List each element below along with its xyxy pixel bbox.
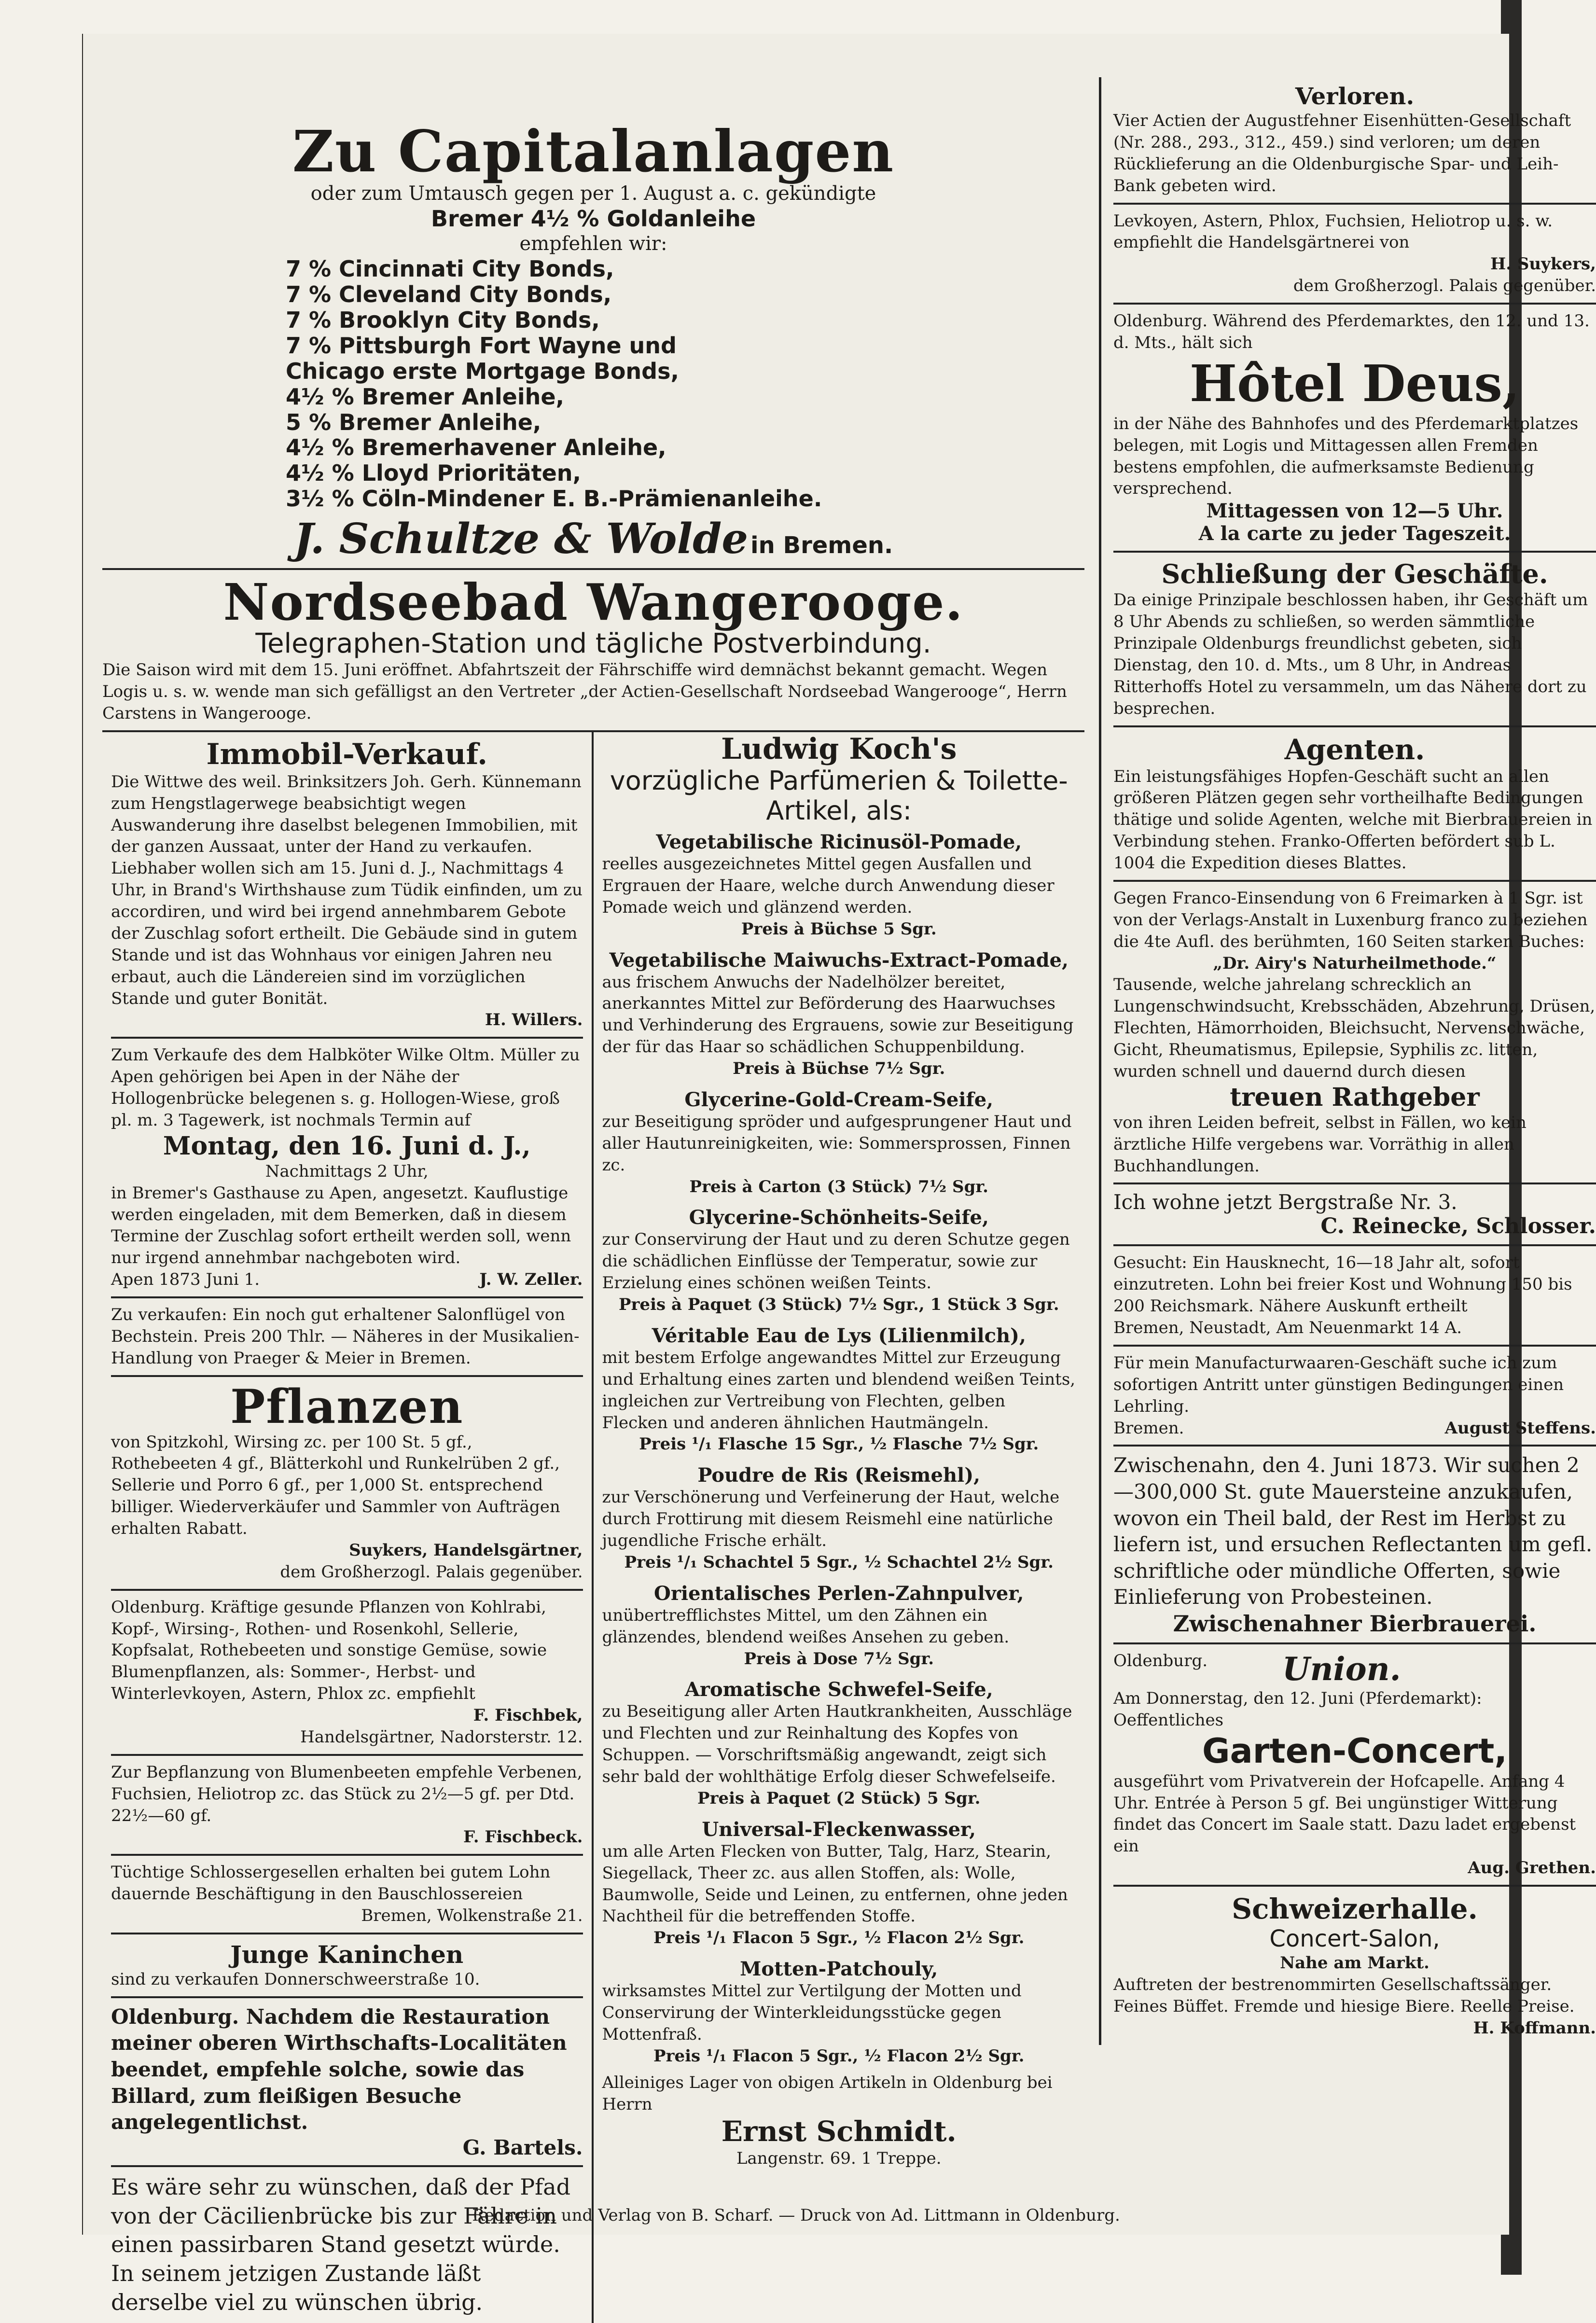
capital-rate-8: 4½ % Lloyd Prioritäten, xyxy=(286,460,582,487)
koch-ad xyxy=(602,732,1076,2170)
koch-item-9 xyxy=(602,1958,1076,2067)
koch-item-7-price: Preis à Paquet (2 Stück) 5 Sgr. xyxy=(697,1788,981,1808)
fluegel-ad: Zu verkaufen: Ein noch gut erhaltener Salonflügel von Bechstein. Preis 200 Thlr. — Näheres in der Musikalien-Handlung von Praeger & Meier in Bremen. xyxy=(111,1298,583,1377)
koch-item-3 xyxy=(602,1206,1076,1316)
schliessung-text: Da einige Prinzipale beschlossen haben, ihr Geschäft um 8 Uhr Abends zu schließen, so werden sämmtliche Prinzipale Oldenburgs freundlichst gebeten, sich Dienstag, den 10. d. Mts., um 8 Uhr, in Andreas Ritterhoffs Hotel zu versammeln, um das Nähere dort zu besprechen. xyxy=(1113,590,1588,718)
deus-line2: A la carte zu jeder Tageszeit. xyxy=(1198,522,1511,545)
union-concert: Garten-Concert, xyxy=(1202,1731,1507,1771)
koch-item-5-text: zur Verschönerung und Verfeinerung der Haut, welche durch Frottirung mit diesem Reismehl eine natürliche jugendliche Frische erhält. xyxy=(602,1488,1060,1551)
koch-item-4-name: Véritable Eau de Lys (Lilienmilch), xyxy=(652,1324,1026,1347)
manufactur-place: Bremen. xyxy=(1113,1418,1184,1438)
union-text: Am Donnerstag, den 12. Juni (Pferdemarkt): Oeffentliches xyxy=(1113,1688,1482,1730)
subcolumn-a xyxy=(102,732,594,2323)
agenten-text: Ein leistungsfähiges Hopfen-Geschäft sucht an allen größeren Plätzen gegen sehr vortheilhafte Bedingungen thätige und solide Agenten, welche mit Bierbrauereien in Verbindung stehen. Franko-Offerten befördert sub L. 1004 die Expedition dieses Blattes. xyxy=(1113,766,1593,873)
koch-item-9-price: Preis ¹/₁ Flacon 5 Sgr., ½ Flacon 2½ Sgr. xyxy=(653,2046,1025,2066)
kaninchen-title: Junge Kaninchen xyxy=(230,1940,464,1969)
union-sign: Aug. Grethen. xyxy=(1468,1858,1596,1878)
manufactur-text: Für mein Manufacturwaaren-Geschäft suche ich zum sofortigen Antritt unter günstigen Bedingungen einen Lehrling. xyxy=(1113,1353,1564,1416)
schweizer-sub2: Nahe am Markt. xyxy=(1280,1953,1429,1973)
immobil-text: Die Wittwe des weil. Brinksitzers Joh. Gerh. Künnemann zum Hengstlagerwege beabsichtigt wegen Auswanderung ihre daselbst belegenen Immobilien, mit der ganzen Aussaat, unter der Hand zu verkaufen. Liebhaber wollen sich am 15. Juni d. J., Nachmittags 4 Uhr, in Brand's Wirthshause zum Tüdik einfinden, um zu accordiren, und wird bei irgend annehmbarem Gebote der Zuschlag sofort ertheilt. Die Gebäude sind in gutem Stande und ist das Wohnhaus vor einigen Jahren neu erbaut, auch die Ländereien sind im vorzüglichen Stande und guter Bonität. xyxy=(111,772,583,1008)
capital-rate-9: 3½ % Cöln-Mindener E. B.-Prämienanleihe. xyxy=(286,486,822,512)
verkauf-text: Zum Verkaufe des dem Halbköter Wilke Oltm. Müller zu Apen gehörigen bei Apen in der Nähe der Hollogenbrücke belegenen s. g. Hollogen-Wiese, groß pl. m. 3 Tagewerk, ist nochmals Termin auf xyxy=(111,1045,580,1130)
left-column xyxy=(102,116,1084,2323)
levkoyen-ad xyxy=(1113,205,1596,305)
pflanzen2-ad xyxy=(111,1591,583,1756)
koch-addr: Langenstr. 69. 1 Treppe. xyxy=(736,2149,942,2169)
capital-city: in Bremen. xyxy=(750,532,893,559)
capital-line1: oder zum Umtausch gegen per 1. August a. c. gekündigte xyxy=(310,182,876,205)
nordsee-subtitle: Telegraphen-Station und tägliche Postverbindung. xyxy=(255,627,931,659)
capital-rate-4: Chicago erste Mortgage Bonds, xyxy=(286,358,679,384)
airy-text3: von ihren Leiden befreit, selbst in Fällen, wo kein ärztliche Hilfe vergebens war. Vorräthig in allen Buchhandlungen. xyxy=(1113,1113,1527,1176)
bartels-text: Oldenburg. Nachdem die Restauration meiner oberen Wirthschafts-Localitäten beendet, empfehle solche, sowie das Billard, zum fleißigen Besuche angelegentlichst. xyxy=(111,2004,567,2134)
capital-rate-2: 7 % Brooklyn City Bonds, xyxy=(286,306,600,333)
footer-imprint: Redaction und Verlag von B. Scharf. — Druck von Ad. Littmann in Oldenburg. xyxy=(472,2206,1120,2225)
airy-title: treuen Rathgeber xyxy=(1230,1082,1480,1112)
koch-item-6 xyxy=(602,1582,1076,1670)
union-ad xyxy=(1113,1644,1596,1887)
koch-title: Ludwig Koch's xyxy=(721,732,957,766)
capital-rate-0: 7 % Cincinnati City Bonds, xyxy=(286,256,614,282)
kaninchen-ad xyxy=(111,1934,583,1998)
koch-item-4-price: Preis ¹/₁ Flasche 15 Sgr., ½ Flasche 7½ Sgr. xyxy=(639,1434,1039,1454)
schliessung-ad xyxy=(1113,553,1596,727)
deus-text: in der Nähe des Bahnhofes und des Pferdemarktplatzes belegen, mit Logis und Mittagessen allen Fremden bestens empfohlen, die aufmerksamste Bedienung versprechend. xyxy=(1113,414,1579,499)
koch-item-0-text: reelles ausgezeichnetes Mittel gegen Ausfallen und Ergrauen der Haare, welche durch Anwendung dieser Pomade weich und glänzend werden. xyxy=(602,854,1055,917)
schlosser-text: Tüchtige Schlossergesellen erhalten bei gutem Lohn dauernde Beschäftigung in den Bauschlossereien xyxy=(111,1863,551,1904)
schweizer-sign: H. Koffmann. xyxy=(1473,2018,1596,2038)
koch-item-7 xyxy=(602,1678,1076,1809)
deus-ad xyxy=(1113,305,1596,553)
pflanzen-sign: Suykers, Handelsgärtner, xyxy=(349,1540,583,1560)
koch-item-8-text: um alle Arten Flecken von Butter, Talg, Harz, Stearin, Siegellack, Theer zc. aus allen Stoffen, als: Wolle, Baumwolle, Seide und Leinen, zu entfernen, ohne jeden Nachtheil für die betreffenden Stoffe. xyxy=(602,1841,1068,1926)
koch-agent: Alleiniges Lager von obigen Artikeln in Oldenburg bei Herrn xyxy=(602,2073,1053,2114)
hausknecht-place: Bremen, Neustadt, Am Neuenmarkt 14 A. xyxy=(1113,1318,1462,1337)
pflanzen-ad xyxy=(111,1377,583,1591)
capital-line2: Bremer 4½ % Goldanleihe xyxy=(430,206,756,232)
schweizer-text: Auftreten der bestrenommirten Gesellschaftssänger. Feines Büffet. Fremde und hiesige Biere. Reelle Preise. xyxy=(1113,1975,1575,2016)
left-subcolumns xyxy=(102,732,1084,2323)
deus-intro: Oldenburg. Während des Pferdemarktes, den 12. und 13. d. Mts., hält sich xyxy=(1113,311,1590,352)
airy-text: Gegen Franco-Einsendung von 6 Freimarken à 1 Sgr. ist von der Verlags-Anstalt in Luxenburg franco zu beziehen die 4te Aufl. des berühmten, 160 Seiten starken Buches: xyxy=(1113,888,1588,951)
koch-item-9-name: Motten-Patchouly, xyxy=(740,1958,938,1981)
manufactur-sign: August Steffens. xyxy=(1444,1418,1596,1438)
koch-item-3-text: zur Conservirung der Haut und zu deren Schutze gegen die schädlichen Einflüsse der Temperatur, sowie zur Erzielung eines schönen weißen Teints. xyxy=(602,1230,1070,1293)
koch-item-0-name: Vegetabilische Ricinusöl-Pomade, xyxy=(656,831,1022,854)
koch-item-5 xyxy=(602,1464,1076,1573)
capital-ad xyxy=(102,116,1084,570)
subcolumn-b xyxy=(594,732,1085,2323)
koch-item-6-price: Preis à Dose 7½ Sgr. xyxy=(744,1649,934,1669)
schliessung-title: Schließung der Geschäfte. xyxy=(1161,558,1548,590)
bartels-sign: G. Bartels. xyxy=(462,2135,583,2159)
pflanzen2-text: Oldenburg. Kräftige gesunde Pflanzen von Kohlrabi, Kopf-, Wirsing-, Rothen- und Rosenkohl, Sellerie, Kopfsalat, Rothebeeten und sonstige Gemüse, sowie Blumenpflanzen, als: Sommer-, Herbst- und Winterlevkoyen, Astern, Phlox zc. empfiehlt xyxy=(111,1597,547,1704)
deus-line1: Mittagessen von 12—5 Uhr. xyxy=(1206,500,1503,523)
hausknecht-ad xyxy=(1113,1246,1596,1347)
right-column xyxy=(1099,77,1596,2045)
koch-item-0 xyxy=(602,831,1076,940)
koch-item-8 xyxy=(602,1818,1076,1949)
capital-rate-6: 5 % Bremer Anleihe, xyxy=(286,409,541,435)
pflanzen-title: Pflanzen xyxy=(230,1379,464,1434)
schweizer-ad xyxy=(1113,1887,1596,2045)
reinecke-ad xyxy=(1113,1184,1596,1246)
verkauf-time: Nachmittags 2 Uhr, xyxy=(265,1161,429,1181)
capital-title: Zu Capitalanlagen xyxy=(292,118,895,185)
nordsee-ad xyxy=(102,570,1084,732)
koch-item-6-name: Orientalisches Perlen-Zahnpulver, xyxy=(654,1582,1024,1605)
koch-item-8-price: Preis ¹/₁ Flacon 5 Sgr., ½ Flacon 2½ Sgr. xyxy=(653,1928,1025,1948)
verloren-title: Verloren. xyxy=(1295,83,1415,110)
agenten-title: Agenten. xyxy=(1284,733,1425,766)
hausknecht-text: Gesucht: Ein Hausknecht, 16—18 Jahr alt, sofort einzutreten. Lohn bei freier Kost und Wohnung 150 bis 200 Reichsmark. Nähere Auskunft ertheilt xyxy=(1113,1253,1572,1316)
pflanzen2-sign2: Handelsgärtner, Nadorsterstr. 12. xyxy=(300,1727,583,1747)
koch-item-3-name: Glycerine-Schönheits-Seife, xyxy=(689,1206,989,1229)
koch-item-1 xyxy=(602,949,1076,1080)
blumen-text: Zur Bepflanzung von Blumenbeeten empfehle Verbenen, Fuchsien, Heliotrop zc. das Stück zu 2½—5 gf. per Dtd. 22½—60 gf. xyxy=(111,1762,583,1825)
airy-text2: Tausende, welche jahrelang schrecklich an Lungenschwindsucht, Krebsschäden, Abzehrung, Drüsen, Flechten, Hämorrhoiden, Bleichsucht, Nervenschwäche, Gicht, Rheumatismus, Epilepsie, Syphilis zc. litten, wurden schnell und dauernd durch diesen xyxy=(1113,975,1596,1081)
levkoyen-text: Levkoyen, Astern, Phlox, Fuchsien, Heliotrop u. s. w. empfiehlt die Handelsgärtnerei von xyxy=(1113,211,1553,252)
koch-subtitle: vorzügliche Parfümerien & Toilette-Artikel, als: xyxy=(610,765,1068,826)
koch-item-1-name: Vegetabilische Maiwuchs-Extract-Pomade, xyxy=(609,948,1069,972)
verkauf-sign: J. W. Zeller. xyxy=(479,1270,583,1290)
koch-item-3-price: Preis à Paquet (3 Stück) 7½ Sgr., 1 Stück 3 Sgr. xyxy=(618,1295,1059,1315)
schweizer-title: Schweizerhalle. xyxy=(1232,1892,1478,1926)
capital-firm: J. Schultze & Wolde xyxy=(293,515,749,564)
verkauf-ad xyxy=(111,1039,583,1298)
pflanzen-text: von Spitzkohl, Wirsing zc. per 100 St. 5 gf., Rothebeeten 4 gf., Blätterkohl und Runkelrüben 2 gf., Sellerie und Porro 6 gf., per 1,000 St. entsprechend billiger. Wiederverkäufer und Sammler von Aufträgen erhalten Rabatt. xyxy=(111,1432,560,1539)
reinecke-sign: C. Reinecke, Schlosser. xyxy=(1320,1214,1596,1239)
koch-item-9-text: wirksamstes Mittel zur Vertilgung der Motten und Conservirung der Winterkleidungsstücke gegen Mottenfraß. xyxy=(602,1981,1022,2044)
levkoyen-sign: H. Suykers, xyxy=(1490,254,1596,274)
bartels-ad xyxy=(111,1998,583,2167)
schweizer-sub: Concert-Salon, xyxy=(1269,1925,1440,1953)
verloren-text: Vier Actien der Augustfehner Eisenhütten-Gesellschaft (Nr. 288., 293., 312., 459.) sind verloren; um deren Rücklieferung an die Oldenburgische Spar- und Leih-Bank gebeten wird. xyxy=(1113,111,1571,195)
union-place: Oldenburg. xyxy=(1113,1651,1208,1670)
zwischenahn-sign: Zwischenahner Bierbrauerei. xyxy=(1173,1610,1537,1637)
zwischenahn-text: Zwischenahn, den 4. Juni 1873. Wir suchen 2—300,000 St. gute Mauersteine anzukaufen, wovon ein Theil bald, der Rest im Herbst zu liefern ist, und ersuchen Reflectanten um gefl. schriftliche oder mündliche Offerten, sowie Einlieferung von Probesteinen. xyxy=(1113,1453,1593,1609)
pflanzen-sign2: dem Großherzogl. Palais gegenüber. xyxy=(280,1562,583,1582)
manufactur-ad xyxy=(1113,1347,1596,1447)
koch-item-2 xyxy=(602,1088,1076,1198)
verkauf-place: Apen 1873 Juni 1. xyxy=(111,1270,260,1290)
koch-item-2-text: zur Beseitigung spröder und aufgesprungener Haut und aller Hautunreinigkeiten, wie: Sommersprossen, Finnen zc. xyxy=(602,1112,1072,1175)
caecilien-text: Es wäre sehr zu wünschen, daß der Pfad von der Cäcilienbrücke bis zur Fähre in einen passirbaren Stand gesetzt würde. In seinem jetzigen Zustande läßt derselbe viel zu wünschen übrig. xyxy=(111,2173,571,2315)
newspaper-page xyxy=(82,34,1596,2315)
union-title: Union. xyxy=(1282,1650,1401,1688)
schlosser-ad xyxy=(111,1856,583,1934)
nordsee-text: Die Saison wird mit dem 15. Juni eröffnet. Abfahrtszeit der Fährschiffe wird demnächst bekannt gemacht. Wegen Logis u. s. w. wende man sich gefälligst an den Vertreter „der Actien-Gesellschaft Nordseebad Wangerooge“, Herrn Carstens in Wangerooge. xyxy=(102,660,1067,723)
capital-rate-7: 4½ % Bremerhavener Anleihe, xyxy=(286,434,666,461)
koch-sign: Ernst Schmidt. xyxy=(721,2115,957,2148)
nordsee-title: Nordseebad Wangerooge. xyxy=(223,572,964,632)
koch-item-5-name: Poudre de Ris (Reismehl), xyxy=(697,1464,981,1487)
immobil-ad xyxy=(111,732,583,1039)
koch-item-4-text: mit bestem Erfolge angewandtes Mittel zur Erzeugung und Erhaltung eines zarten und blendend weißen Teints, ingleichen zur Vertreibung von Flechten, gelben Flecken und anderen ähnlichen Hautmängeln. xyxy=(602,1348,1076,1433)
immobil-title: Immobil-Verkauf. xyxy=(206,737,488,771)
verkauf-text2: in Bremer's Gasthause zu Apen, angesetzt. Kauflustige werden eingeladen, mit dem Bemerken, daß in diesem Termine der Zuschlag sofort ertheilt werden soll, wenn nur irgend annehmbar nachgeboten wird. xyxy=(111,1183,571,1268)
verloren-ad xyxy=(1113,77,1596,205)
airy-book: „Dr. Airy's Naturheilmethode.“ xyxy=(1213,953,1497,973)
schlosser-place: Bremen, Wolkenstraße 21. xyxy=(361,1906,583,1926)
koch-item-7-text: zu Beseitigung aller Arten Hautkrankheiten, Ausschläge und Flechten und zur Reinhaltung des Kopfes von Schuppen. — Vorschriftsmäßig angewandt, zeigt sich sehr bald der wohlthätige Erfolg dieser Schwefelseife. xyxy=(602,1702,1072,1787)
koch-item-2-name: Glycerine-Gold-Cream-Seife, xyxy=(684,1088,994,1111)
reinecke-text: Ich wohne jetzt Bergstraße Nr. 3. xyxy=(1113,1190,1457,1214)
capital-rate-1: 7 % Cleveland City Bonds, xyxy=(286,281,612,308)
blumen-ad xyxy=(111,1756,583,1856)
kaninchen-text: sind zu verkaufen Donnerschweerstraße 10. xyxy=(111,1969,480,1989)
koch-item-1-text: aus frischem Anwuchs der Nadelhölzer bereitet, anerkanntes Mittel zur Beförderung des Haarwuchses und Verhinderung des Ergrauens, sowie zur Beseitigung der für das Haar so schädlichen Schuppenbildung. xyxy=(602,972,1074,1057)
koch-item-8-name: Universal-Fleckenwasser, xyxy=(702,1818,976,1841)
verkauf-date: Montag, den 16. Juni d. J., xyxy=(163,1131,531,1161)
capital-line3: empfehlen wir: xyxy=(519,232,667,255)
koch-item-2-price: Preis à Carton (3 Stück) 7½ Sgr. xyxy=(689,1177,988,1196)
zwischenahn-ad xyxy=(1113,1447,1596,1644)
koch-item-7-name: Aromatische Schwefel-Seife, xyxy=(684,1678,993,1701)
koch-item-1-price: Preis à Büchse 7½ Sgr. xyxy=(733,1059,945,1079)
levkoyen-sign2: dem Großherzogl. Palais gegenüber. xyxy=(1293,276,1596,296)
blumen-sign: F. Fischbeck. xyxy=(463,1827,583,1847)
koch-item-4 xyxy=(602,1324,1076,1455)
immobil-sign: H. Willers. xyxy=(485,1010,583,1030)
capital-rate-3: 7 % Pittsburgh Fort Wayne und xyxy=(286,332,677,359)
agenten-ad xyxy=(1113,727,1596,882)
caecilien-ad xyxy=(111,2167,583,2323)
koch-item-5-price: Preis ¹/₁ Schachtel 5 Sgr., ½ Schachtel 2½ Sgr. xyxy=(624,1552,1054,1572)
capital-rate-5: 4½ % Bremer Anleihe, xyxy=(286,383,565,410)
deus-title: Hôtel Deus, xyxy=(1189,353,1520,413)
koch-item-6-text: unübertrefflichstes Mittel, um den Zähnen ein glänzendes, blendend weißes Ansehen zu geben. xyxy=(602,1605,1010,1647)
koch-item-0-price: Preis à Büchse 5 Sgr. xyxy=(741,919,937,939)
airy-ad xyxy=(1113,882,1596,1185)
pflanzen2-sign: F. Fischbek, xyxy=(473,1706,583,1725)
union-text2: ausgeführt vom Privatverein der Hofcapelle. Anfang 4 Uhr. Entrée à Person 5 gf. Bei ungünstiger Witterung findet das Concert im Saale statt. Dazu ladet ergebenst ein xyxy=(1113,1771,1576,1856)
